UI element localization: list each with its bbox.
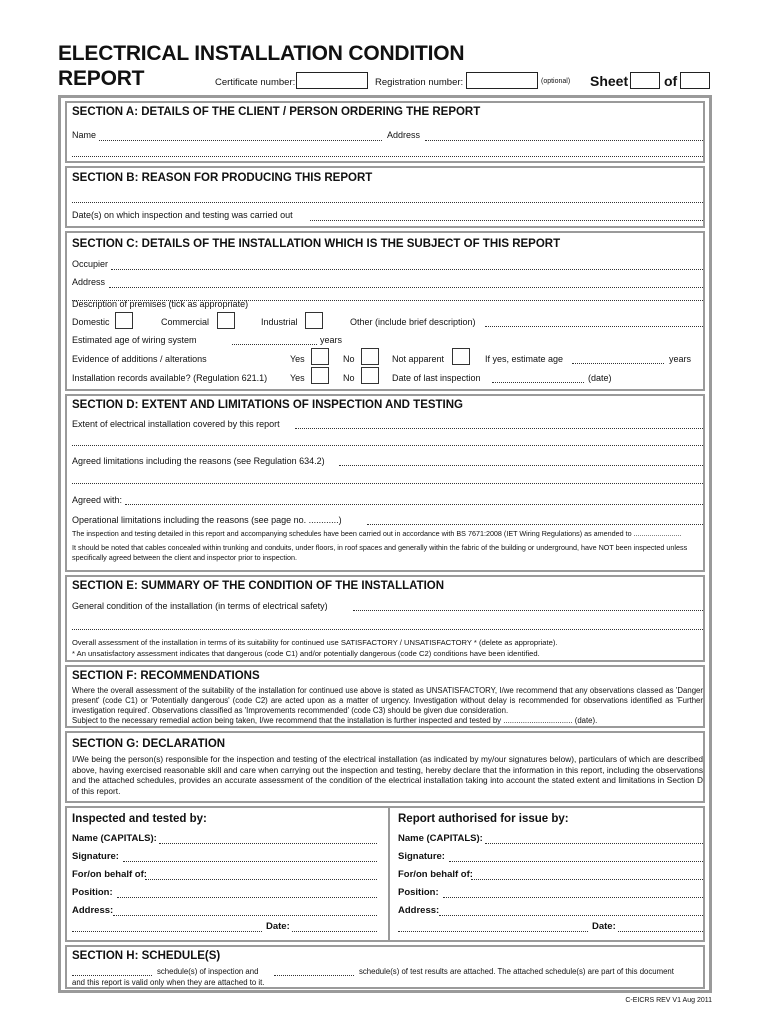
- commercial-checkbox[interactable]: [217, 312, 235, 329]
- inspector-behalf-label: For/on behalf of:: [72, 869, 147, 880]
- section-c: [65, 231, 705, 391]
- industrial-checkbox[interactable]: [305, 312, 323, 329]
- records-yes-checkbox[interactable]: [311, 367, 329, 384]
- section-f-title: SECTION F: RECOMMENDATIONS: [72, 670, 260, 682]
- authoriser-date-label: Date:: [592, 921, 616, 932]
- other-premises-label: Other (include brief description): [350, 317, 476, 327]
- not-apparent-checkbox[interactable]: [452, 348, 470, 365]
- inspection-dates-label: Date(s) on which inspection and testing was carried out: [72, 210, 293, 220]
- signatures-divider: [388, 808, 390, 940]
- last-inspection-field[interactable]: [492, 382, 584, 383]
- section-g: [65, 731, 705, 803]
- other-premises-field[interactable]: [485, 326, 703, 327]
- declaration-text: I/We being the person(s) responsible for the inspection and testing of the electrical installation (as indicated by my/our signatures below), particulars of which are described above, having exercised reasonable skill and care when carrying out the inspection and testing, hereby declare that the information in this report, including the observations and the attached schedules, provides an accurate assessment of the condition of the electrical installation taking into account the stated extent and limitations in Section D of this report.: [72, 754, 703, 796]
- inspection-dates-field[interactable]: [310, 220, 703, 221]
- optional-label: (optional): [541, 78, 571, 85]
- certificate-number-label: Certificate number:: [215, 77, 296, 88]
- signatures-block: [65, 806, 705, 942]
- further-inspection-text: Subject to the necessary remedial action being taken, I/we recommend that the installation is further inspected and tested by ................................ (date).: [72, 716, 598, 725]
- inspector-address-field-2[interactable]: [72, 931, 262, 932]
- additions-yes-checkbox[interactable]: [311, 348, 329, 365]
- report-title: ELECTRICAL INSTALLATION CONDITION: [58, 42, 465, 65]
- general-condition-field-2[interactable]: [72, 629, 703, 630]
- bs7671-note: The inspection and testing detailed in this report and accompanying schedules have been carried out in accordance with BS 7671:2008 (IET Wiring Regulations) as amended to ........................: [72, 529, 682, 538]
- domestic-label: Domestic: [72, 317, 110, 327]
- authoriser-position-field[interactable]: [443, 897, 703, 898]
- if-yes-age-label: If yes, estimate age: [485, 354, 564, 364]
- authoriser-name-field[interactable]: [485, 843, 703, 844]
- additions-no-checkbox[interactable]: [361, 348, 379, 365]
- last-inspection-date: (date): [588, 373, 612, 383]
- sheet-total-field[interactable]: [680, 72, 710, 89]
- section-e-title: SECTION E: SUMMARY OF THE CONDITION OF THE INSTALLATION: [72, 580, 445, 592]
- inspector-position-field[interactable]: [117, 897, 377, 898]
- registration-number-label: Registration number:: [375, 77, 464, 88]
- client-address-label: Address: [387, 130, 421, 140]
- commercial-label: Commercial: [161, 317, 210, 327]
- inspector-address-field[interactable]: [113, 915, 377, 916]
- of-label: of: [664, 73, 678, 89]
- installation-address-field[interactable]: [109, 287, 703, 288]
- schedules-validity-text: and this report is valid only when they are attached to it.: [72, 978, 265, 987]
- unsatisfactory-footnote: * An unsatisfactory assessment indicates that dangerous (code C1) and/or potentially dangerous (code C2) conditions have been identified.: [72, 649, 540, 658]
- additions-age-field[interactable]: [572, 363, 664, 364]
- agreed-limitations-field[interactable]: [339, 465, 703, 466]
- operational-limitations-label: Operational limitations including the reasons (see page no. ............): [72, 515, 342, 525]
- authoriser-address-field-2[interactable]: [398, 931, 588, 932]
- recommendations-text: Where the overall assessment of the suitability of the installation for continued use above is stated as UNSATISFACTORY, I/we recommend that any observations classed as 'Danger present' (code C1) or 'Potentially dangerous' (code C2) are acted upon as a matter of urgency. Investigation without delay is recommended for observations identified as 'Further investigation required'. Observations classified as 'Improvements recommended' (code C3) should be given due consideration.: [72, 686, 703, 715]
- records-no-checkbox[interactable]: [361, 367, 379, 384]
- wiring-age-field[interactable]: [232, 344, 317, 345]
- extent-label: Extent of electrical installation covered by this report: [72, 419, 280, 429]
- domestic-checkbox[interactable]: [115, 312, 133, 329]
- section-g-title: SECTION G: DECLARATION: [72, 738, 226, 750]
- agreed-limitations-label: Agreed limitations including the reasons (see Regulation 634.2): [72, 456, 325, 466]
- extent-field[interactable]: [295, 428, 703, 429]
- section-b-title: SECTION B: REASON FOR PRODUCING THIS REPORT: [72, 172, 373, 184]
- test-schedules-count-field[interactable]: [274, 975, 354, 976]
- records-label: Installation records available? (Regulation 621.1): [72, 373, 268, 383]
- authoriser-address-label: Address:: [398, 905, 440, 916]
- client-address-field-2[interactable]: [72, 156, 703, 157]
- additions-years: years: [669, 354, 692, 364]
- extent-field-2[interactable]: [72, 445, 703, 446]
- installation-address-label: Address: [72, 277, 106, 287]
- inspector-name-label: Name (CAPITALS):: [72, 833, 157, 844]
- section-h-title: SECTION H: SCHEDULE(S): [72, 950, 221, 962]
- inspector-date-label: Date:: [266, 921, 290, 932]
- general-condition-label: General condition of the installation (in terms of electrical safety): [72, 601, 328, 611]
- section-c-title: SECTION C: DETAILS OF THE INSTALLATION WHICH IS THE SUBJECT OF THIS REPORT: [72, 238, 561, 250]
- section-e: [65, 575, 705, 662]
- section-d: [65, 394, 705, 572]
- authoriser-behalf-field[interactable]: [471, 879, 703, 880]
- wiring-age-years: years: [320, 335, 343, 345]
- section-f: [65, 665, 705, 728]
- form-frame: [58, 95, 712, 993]
- reason-field[interactable]: [72, 202, 703, 203]
- additions-label: Evidence of additions / alterations: [72, 354, 207, 364]
- agreed-with-label: Agreed with:: [72, 495, 123, 505]
- authoriser-behalf-label: For/on behalf of:: [398, 869, 473, 880]
- overall-assessment: Overall assessment of the installation in terms of its suitability for continued use SATISFACTORY / UNSATISFACTORY * (delete as appropriate).: [72, 638, 558, 647]
- wiring-age-label: Estimated age of wiring system: [72, 335, 197, 345]
- inspector-date-field[interactable]: [292, 931, 377, 932]
- authoriser-signature-field[interactable]: [449, 861, 703, 862]
- certificate-number-field[interactable]: [296, 72, 368, 89]
- registration-number-field[interactable]: [466, 72, 538, 89]
- inspector-position-label: Position:: [72, 887, 113, 898]
- last-inspection-label: Date of last inspection: [392, 373, 481, 383]
- agreed-limitations-field-2[interactable]: [72, 483, 703, 484]
- inspector-name-field[interactable]: [159, 843, 377, 844]
- report-title-line2: REPORT: [58, 67, 145, 90]
- agreed-with-field[interactable]: [125, 504, 703, 505]
- authoriser-address-field[interactable]: [439, 915, 703, 916]
- inspector-signature-field[interactable]: [123, 861, 377, 862]
- section-b: [65, 166, 705, 228]
- section-h: [65, 945, 705, 989]
- client-address-field[interactable]: [425, 140, 703, 141]
- authoriser-position-label: Position:: [398, 887, 439, 898]
- sheet-label: Sheet: [590, 73, 629, 89]
- report-header: [58, 42, 718, 94]
- authorised-by-heading: Report authorised for issue by:: [398, 813, 569, 825]
- additions-no-label: No: [343, 354, 355, 364]
- general-condition-field[interactable]: [353, 610, 703, 611]
- operational-limitations-field[interactable]: [367, 524, 703, 525]
- section-d-title: SECTION D: EXTENT AND LIMITATIONS OF INSPECTION AND TESTING: [72, 399, 463, 411]
- occupier-label: Occupier: [72, 259, 109, 269]
- premises-label: Description of premises (tick as appropriate): [72, 299, 249, 309]
- records-yes-label: Yes: [290, 373, 305, 383]
- inspector-behalf-field[interactable]: [145, 879, 377, 880]
- additions-yes-label: Yes: [290, 354, 305, 364]
- inspector-address-label: Address:: [72, 905, 114, 916]
- client-name-field[interactable]: [99, 140, 382, 141]
- client-name-label: Name: [72, 130, 97, 140]
- schedules-inspection-text: schedule(s) of inspection and: [157, 967, 259, 976]
- occupier-field[interactable]: [111, 269, 703, 270]
- section-a: [65, 101, 705, 163]
- authoriser-date-field[interactable]: [618, 931, 703, 932]
- authoriser-signature-label: Signature:: [398, 851, 445, 862]
- form-revision-code: C-EICRS REV V1 Aug 2011: [625, 997, 712, 1004]
- schedules-test-text: schedule(s) of test results are attached. The attached schedule(s) are part of this document: [359, 967, 674, 976]
- inspector-signature-label: Signature:: [72, 851, 119, 862]
- records-no-label: No: [343, 373, 355, 383]
- inspected-by-heading: Inspected and tested by:: [72, 813, 207, 825]
- section-a-title: SECTION A: DETAILS OF THE CLIENT / PERSON ORDERING THE REPORT: [72, 106, 481, 118]
- sheet-number-field[interactable]: [630, 72, 660, 89]
- authoriser-name-label: Name (CAPITALS):: [398, 833, 483, 844]
- not-apparent-label: Not apparent: [392, 354, 445, 364]
- industrial-label: Industrial: [261, 317, 298, 327]
- inspection-schedules-count-field[interactable]: [72, 975, 152, 976]
- concealed-cables-note: It should be noted that cables concealed within trunking and conduits, under floors, in roof spaces and generally within the fabric of the building or underground, have NOT been inspected unless specifically agreed between the client and inspector prior to inspection.: [72, 543, 688, 562]
